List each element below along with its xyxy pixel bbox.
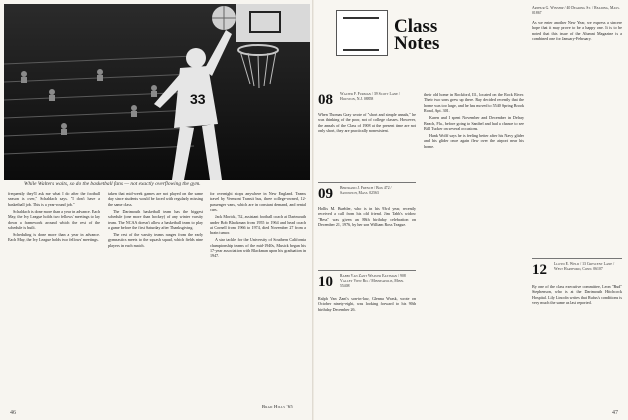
right-page — [314, 0, 628, 420]
class-number-12: 12 — [532, 262, 547, 278]
section-divider — [318, 270, 416, 271]
class-10-header: Rabbi Van Zant Weaver Eastman / 908 Valley View Rd. / Minneapolis, Minn. 55408 — [340, 274, 406, 288]
paragraph: Schaldach is done more than a year in advance. Each May, the Ivy League holds two fellows' meetings to lay down a framework around which the rest of the schedule is built. — [8, 208, 100, 230]
logo-mark — [343, 17, 379, 51]
class-number-10: 10 — [318, 274, 333, 290]
class-09-header: Bertrand J. French / Box 472 / Sandwich, Mass. 02563 — [340, 186, 392, 195]
page-number-right: 47 — [612, 410, 618, 416]
class-header-top: Arthur G. Winship / 40 Dearing St. / Reading, Mass. 01867 — [532, 6, 620, 15]
class-notes-logo — [336, 10, 388, 56]
title-line-1: Class — [394, 16, 438, 37]
paragraph: Ralph Van Zant's son-in-law, Glenna Wrask, wrote on October ninety-eight, was looking forward to his 90th birthday December 26. — [318, 296, 416, 312]
paragraph: Hank Wolff says he is feeling better after his Navy glider and his glider once again flew over the airport near his home. — [424, 132, 524, 149]
paragraph: When Thomas Gray wrote of "short and simple annals," he was thinking of the poor, not of college classes. However, the annals of the Class of 1908 at the present time are not only short, they are practically nonexistent. — [318, 112, 416, 134]
paragraph: The Dartmouth basketball team has the biggest schedule (one more than hockey) of any winter varsity team. The NCAA doesn't allow a basketball team to play a game before the first Saturday after Thanksgiving. — [108, 208, 203, 230]
page-number-left: 46 — [10, 410, 16, 416]
article-byline: Brad Hills '65 — [262, 404, 293, 409]
class-notes-title — [394, 18, 439, 53]
photo-caption: While Walters waits, so do the basketball fans — not exactly overflowing the gym. — [24, 181, 201, 187]
article-column-2 — [108, 191, 203, 250]
class-09-notes — [318, 206, 416, 229]
paragraph: As we enter another New Year, we express a sincere hope that it may prove to be a happy one. It is to be noted that this issue of the Alumni Magazine is a combined one for January-February. — [532, 20, 622, 42]
paragraph: The rest of the varsity teams ranges from the early gymnastics meets to the squash squad, which fields nine players in each match. — [108, 231, 203, 248]
svg-text:33: 33 — [190, 91, 206, 107]
section-divider — [318, 182, 416, 183]
class-number-08: 08 — [318, 92, 333, 108]
basketball-game-illustration — [4, 4, 310, 180]
paragraph: By one of the class executive committee, Leon "Bud" Stephenson, who is at the Dartmouth Hitchcock Hospital. Lily Lincoln writes that Rufus's conditions is very much the same as last reported. — [532, 284, 622, 306]
class-12-notes — [532, 284, 622, 307]
paragraph: Scheduling is done more than a year in advance. Each May, the Ivy League holds two fellows' meetings. — [8, 231, 100, 243]
paragraph: Hollis M. Buehler, who is in his 93rd year, recently received a call from his old friend. Jim Tabb's widow "Bess" was given an 88th birthday celebration on December 21, 1976, by her son William Ross Teague. — [318, 206, 416, 228]
paragraph: A star tackle for the University of Southern California championship teams of the mid-1940s, Musick began his 17-year association with Blackman upon his graduation in 1947. — [210, 237, 306, 259]
class-10-notes — [318, 296, 416, 314]
section-divider — [532, 258, 622, 259]
paragraph: their old home in Rockford, Ill., located on the Rock River. Their two sons grew up there. Ray decided recently that the home was too large, and he has moved to 5540 Spring Brook Road, Apt. 301. — [424, 92, 524, 114]
class-08-notes — [318, 112, 416, 135]
basketball-photo — [4, 4, 310, 180]
class-08-header: Walter F. Furman / 39 Scott Lane / Houston, N.J. 08858 — [340, 92, 400, 101]
paragraph: taken that mid-week games are not played on the same day since students would be faced with regularly missing the same class. — [108, 191, 203, 207]
class-11-notes — [532, 20, 622, 43]
class-12-header: Lloyd E. Weld / 13 Crescent Lane / West Hartford, Conn. 06107 — [554, 262, 615, 271]
article-column-3 — [210, 191, 306, 260]
class-number-09: 09 — [318, 186, 333, 202]
paragraph: for overnight stops anywhere in New England. Teams travel by Vermont Transit bus, three college-owned, 12-passenger vans, which are in constant demand, and rental cars. — [210, 191, 306, 213]
middle-column-notes — [424, 92, 524, 151]
title-line-2: Notes — [394, 33, 440, 55]
article-column-1 — [8, 191, 100, 244]
paragraph: Karen and I spent November and December in Delray Beach, Fla., before going to Sanibel and had a chance to see Bill Tucker on several occasions. — [424, 115, 524, 131]
paragraph: frequently they'll ask me what I do after the football season is over," Schaldach says. "I don't have a basketball job. This is a year-round job." — [8, 191, 100, 207]
paragraph: Jack Morick, '52, assistant football coach at Dartmouth under Bob Blackman from 1955 to 1964 and head coach at Cornell from 1966 to 1974, died November 27 from a brain tumor. — [210, 214, 306, 236]
